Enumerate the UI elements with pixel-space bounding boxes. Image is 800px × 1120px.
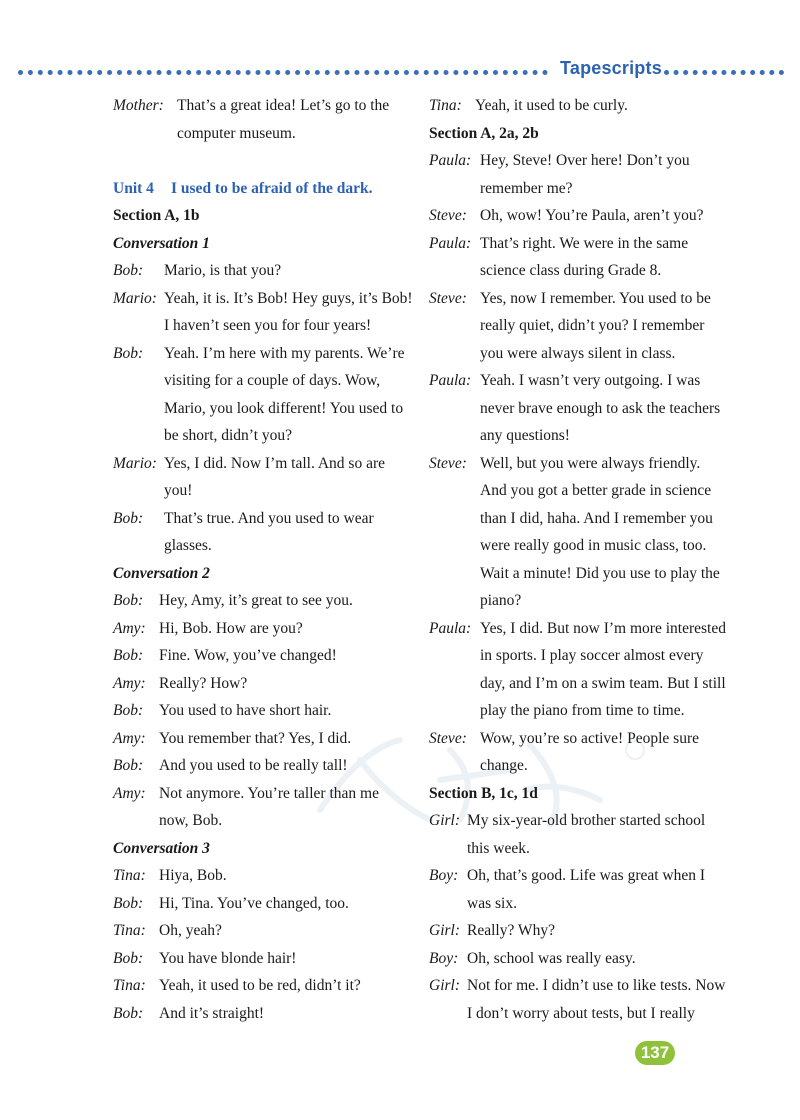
speaker-name: Bob: (113, 262, 144, 279)
speaker-name: Bob: (113, 344, 144, 362)
dialogue-line (113, 642, 413, 670)
speaker-name: Bob: (113, 702, 144, 719)
speaker-name: Amy: (113, 619, 146, 637)
dialogue-text: Wow, you’re so active! People sure (480, 729, 699, 747)
speaker-name: Steve: (429, 207, 467, 224)
dialogue-text: Hey, Amy, it’s great to see you. (159, 592, 353, 609)
dialogue-text: change. (480, 757, 528, 774)
dialogue-continuation (429, 477, 729, 505)
dialogue-text: And you got a better grade in science (480, 482, 712, 499)
speaker-name: Amy: (113, 674, 146, 692)
dialogue-text: Oh, school was really easy. (467, 949, 636, 967)
speaker-name: Girl: (429, 812, 460, 829)
dialogue-line (113, 945, 413, 973)
dialogue-text: Yeah, it used to be red, didn’t it? (159, 977, 361, 994)
dialogue-continuation (429, 697, 729, 725)
dialogue-line (429, 230, 729, 258)
speaker-name: Amy: (113, 729, 146, 747)
dialogue-text: than I did, haha. And I remember you (480, 509, 713, 527)
tapescript-left-column (113, 92, 413, 1027)
dialogue-continuation (429, 1000, 729, 1028)
dialogue-text: Hey, Steve! Over here! Don’t you (480, 152, 690, 169)
dialogue-text: day, and I’m on a swim team. But I still (480, 674, 726, 692)
dialogue-line (113, 1000, 413, 1028)
dialogue-text: Oh, that’s good. Life was great when I (467, 867, 706, 884)
dialogue-line (113, 587, 413, 615)
dialogue-continuation (429, 312, 729, 340)
dialogue-line (113, 862, 413, 890)
dialogue-continuation (429, 257, 729, 285)
dialogue-line (113, 450, 413, 478)
dialogue-line (113, 752, 413, 780)
dialogue-text: were really good in music class, too. (480, 537, 707, 554)
speaker-name: Tina: (113, 977, 146, 994)
unit-number: Unit 4 (113, 179, 154, 197)
dialogue-text: Mario, you look different! You used to (164, 399, 404, 417)
dialogue-text: you! (164, 482, 193, 499)
dialogue-continuation (429, 560, 729, 588)
dialogue-text: Yes, now I remember. You used to be (480, 289, 711, 307)
dialogue-text: That’s a great idea! Let’s go to the (177, 97, 390, 114)
dialogue-text: I haven’t seen you for four years! (164, 317, 372, 334)
speaker-name: Bob: (113, 894, 144, 912)
dialogue-continuation (429, 532, 729, 560)
dialogue-text: Oh, yeah? (159, 922, 222, 939)
dialogue-text: never brave enough to ask the teachers (480, 399, 721, 417)
dialogue-line (113, 780, 413, 808)
dialogue-line (429, 615, 729, 643)
dialogue-text: And it’s straight! (159, 1004, 265, 1022)
dialogue-line (429, 945, 729, 973)
dialogue-text: Yeah. I’m here with my parents. We’re (164, 344, 405, 362)
speaker-name: Girl: (429, 922, 460, 939)
dialogue-line (113, 257, 413, 285)
dialogue-text: That’s true. And you used to wear (164, 509, 374, 527)
dialogue-text: Yes, I did. But now I’m more interested (480, 619, 726, 637)
speaker-name: Steve: (429, 729, 467, 747)
page-header-title: Tapescripts (560, 58, 662, 78)
dialogue-line (113, 917, 413, 945)
dialogue-text: Well, but you were always friendly. (480, 454, 701, 472)
dialogue-text: any questions! (480, 427, 570, 444)
dialogue-text: Not anymore. You’re taller than me (159, 784, 379, 802)
dialogue-line (113, 725, 413, 753)
dialogue-text: Yeah. I wasn’t very outgoing. I was (480, 372, 701, 389)
dialogue-continuation (429, 340, 729, 368)
dialogue-text: Hi, Tina. You’ve changed, too. (159, 894, 349, 912)
dialogue-text: Wait a minute! Did you use to play the (480, 564, 720, 582)
dialogue-continuation (113, 367, 413, 395)
speaker-name: Bob: (113, 1004, 144, 1022)
dialogue-text: Hi, Bob. How are you? (159, 619, 303, 637)
dialogue-text: piano? (480, 592, 522, 609)
speaker-name: Tina: (113, 922, 146, 939)
dialogue-line (113, 285, 413, 313)
dialogue-line (113, 972, 413, 1000)
speaker-name: Bob: (113, 592, 144, 609)
dialogue-continuation (429, 835, 729, 863)
spacer (113, 147, 413, 175)
dialogue-text: Really? How? (159, 674, 248, 692)
dialogue-line (429, 367, 729, 395)
dialogue-text: in sports. I play soccer almost every (480, 647, 704, 664)
speaker-name: Boy: (429, 949, 459, 967)
dialogue-line (429, 450, 729, 478)
speaker-name: Tina: (429, 97, 462, 114)
dialogue-text: you were always silent in class. (480, 344, 676, 362)
dialogue-text: I don’t worry about tests, but I really (467, 1004, 695, 1022)
dialogue-continuation (429, 422, 729, 450)
dialogue-text: be short, didn’t you? (164, 427, 293, 444)
dialogue-text: science class during Grade 8. (480, 262, 662, 279)
dialogue-text: was six. (467, 894, 517, 912)
dialogue-text: My six-year-old brother started school (467, 812, 706, 829)
speaker-name: Bob: (113, 949, 144, 967)
speaker-name: Mother: (113, 97, 164, 114)
dialogue-text: Really? Why? (467, 922, 555, 939)
speaker-name: Girl: (429, 977, 460, 994)
speaker-name: Bob: (113, 509, 144, 527)
dialogue-text: Yeah, it is. It’s Bob! Hey guys, it’s Bob! (164, 289, 413, 307)
dialogue-text: Oh, wow! You’re Paula, aren’t you? (480, 207, 704, 224)
speaker-name: Boy: (429, 867, 459, 884)
dialogue-text: Mario, is that you? (164, 262, 282, 279)
page-number-badge: 137 (635, 1041, 675, 1065)
dialogue-line (113, 697, 413, 725)
dialogue-text: play the piano from time to time. (480, 702, 685, 719)
dialogue-continuation (113, 395, 413, 423)
dialogue-line (429, 972, 729, 1000)
dialogue-continuation (429, 395, 729, 423)
dialogue-continuation (429, 587, 729, 615)
dialogue-continuation (429, 752, 729, 780)
dialogue-continuation (429, 642, 729, 670)
dialogue-line (429, 862, 729, 890)
speaker-name: Mario: (113, 289, 157, 307)
dialogue-text: computer museum. (177, 124, 296, 142)
dialogue-line (113, 890, 413, 918)
section-heading: Section A, 2a, 2b (429, 124, 539, 142)
unit-title: I used to be afraid of the dark. (171, 179, 373, 197)
dialogue-continuation (429, 670, 729, 698)
tapescript-right-column (429, 92, 729, 1027)
dialogue-line (429, 92, 729, 120)
dialogue-line (429, 147, 729, 175)
conversation-heading: Conversation 2 (113, 564, 210, 582)
dialogue-continuation (113, 120, 413, 148)
dialogue-text: Yes, I did. Now I’m tall. And so are (164, 454, 386, 472)
dialogue-line (113, 670, 413, 698)
speaker-name: Paula: (429, 234, 472, 252)
dialogue-continuation (113, 532, 413, 560)
dialogue-text: Fine. Wow, you’ve changed! (159, 647, 337, 664)
dialogue-continuation (113, 422, 413, 450)
dialogue-line (429, 285, 729, 313)
dialogue-text: glasses. (164, 537, 212, 554)
speaker-name: Bob: (113, 757, 144, 774)
speaker-name: Paula: (429, 619, 472, 637)
dialogue-line (113, 340, 413, 368)
dialogue-line (429, 807, 729, 835)
dialogue-continuation (429, 175, 729, 203)
unit-heading (113, 175, 413, 203)
dialogue-text: remember me? (480, 179, 573, 197)
dialogue-text: You remember that? Yes, I did. (159, 729, 352, 747)
speaker-name: Mario: (113, 454, 157, 472)
conversation-heading: Conversation 1 (113, 234, 210, 252)
dialogue-continuation (113, 477, 413, 505)
dialogue-continuation (113, 312, 413, 340)
section-heading: Section A, 1b (113, 207, 200, 224)
speaker-name: Steve: (429, 454, 467, 472)
speaker-name: Bob: (113, 647, 144, 664)
dialogue-text: Hiya, Bob. (159, 867, 227, 884)
header-dotted-rule-right (664, 70, 784, 75)
speaker-name: Paula: (429, 152, 472, 169)
dialogue-line (429, 917, 729, 945)
dialogue-continuation (113, 807, 413, 835)
dialogue-text: now, Bob. (159, 812, 223, 829)
dialogue-text: You have blonde hair! (159, 949, 297, 967)
section-heading: Section B, 1c, 1d (429, 784, 538, 802)
dialogue-line (113, 92, 413, 120)
dialogue-text: And you used to be really tall! (159, 757, 348, 774)
dialogue-text: Not for me. I didn’t use to like tests. Now (467, 977, 726, 994)
speaker-name: Paula: (429, 372, 472, 389)
dialogue-text: visiting for a couple of days. Wow, (164, 372, 381, 389)
speaker-name: Amy: (113, 784, 146, 802)
dialogue-text: really quiet, didn’t you? I remember (480, 317, 705, 334)
dialogue-continuation (429, 890, 729, 918)
dialogue-line (113, 615, 413, 643)
dialogue-text: this week. (467, 839, 530, 857)
dialogue-line (113, 505, 413, 533)
header-dotted-rule-left (18, 70, 548, 75)
dialogue-text: Yeah, it used to be curly. (475, 97, 628, 114)
dialogue-text: You used to have short hair. (159, 702, 332, 719)
dialogue-text: That’s right. We were in the same (480, 234, 689, 252)
speaker-name: Tina: (113, 867, 146, 884)
dialogue-line (429, 202, 729, 230)
speaker-name: Steve: (429, 289, 467, 307)
dialogue-continuation (429, 505, 729, 533)
dialogue-line (429, 725, 729, 753)
conversation-heading: Conversation 3 (113, 839, 210, 857)
